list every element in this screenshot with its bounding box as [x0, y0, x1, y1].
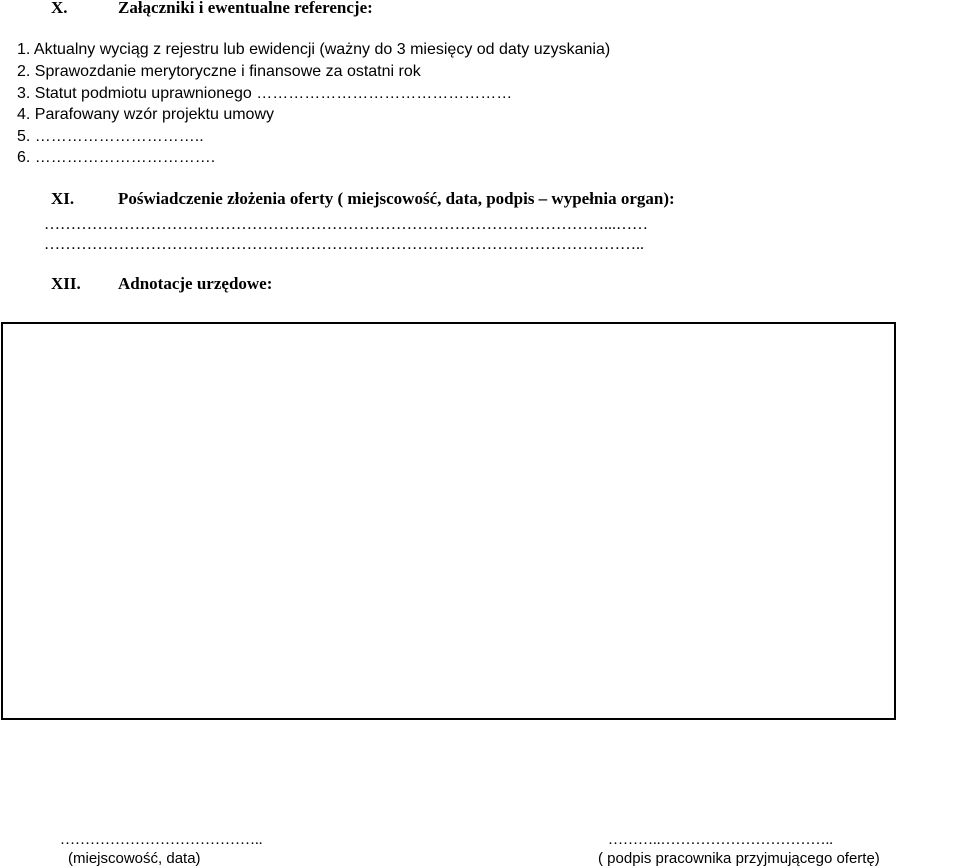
attachment-item-1: 1. Aktualny wyciąg z rejestru lub ewidencji (ważny do 3 miesięcy od daty uzyskania) — [17, 41, 611, 58]
signature-left-label: (miejscowość, data) — [68, 850, 201, 867]
signature-right-label: ( podpis pracownika przyjmującego ofertę) — [598, 850, 880, 867]
section-xi-title: Poświadczenie złożenia oferty ( miejscowość, data, podpis – wypełnia organ): — [118, 189, 675, 208]
attachment-item-4: 4. Parafowany wzór projektu umowy — [17, 106, 274, 123]
attachment-item-5: 5. ………………………….. — [17, 128, 204, 145]
signature-left-dots: ………………………………….. — [60, 832, 263, 848]
official-notes-box — [1, 322, 896, 720]
section-xii-number: XII. — [51, 274, 81, 293]
section-xii-title: Adnotacje urzędowe: — [118, 274, 273, 293]
attachment-item-6: 6. ……………………………. — [17, 149, 216, 166]
section-x-number: X. — [51, 0, 68, 17]
attachment-item-2: 2. Sprawozdanie merytoryczne i finansowe za ostatni rok — [17, 63, 421, 80]
section-xi-number: XI. — [51, 189, 75, 208]
attachment-item-3: 3. Statut podmiotu uprawnionego ………………………………………… — [17, 85, 513, 102]
section-x-title: Załączniki i ewentualne referencje: — [118, 0, 373, 17]
signature-right-dots: ………..…………………………….. — [608, 832, 833, 848]
confirmation-line-2: ………………………………………………………………………………………………….. — [44, 236, 644, 253]
confirmation-line-1: ……………………………………………………………………………………………...…… — [44, 216, 648, 233]
